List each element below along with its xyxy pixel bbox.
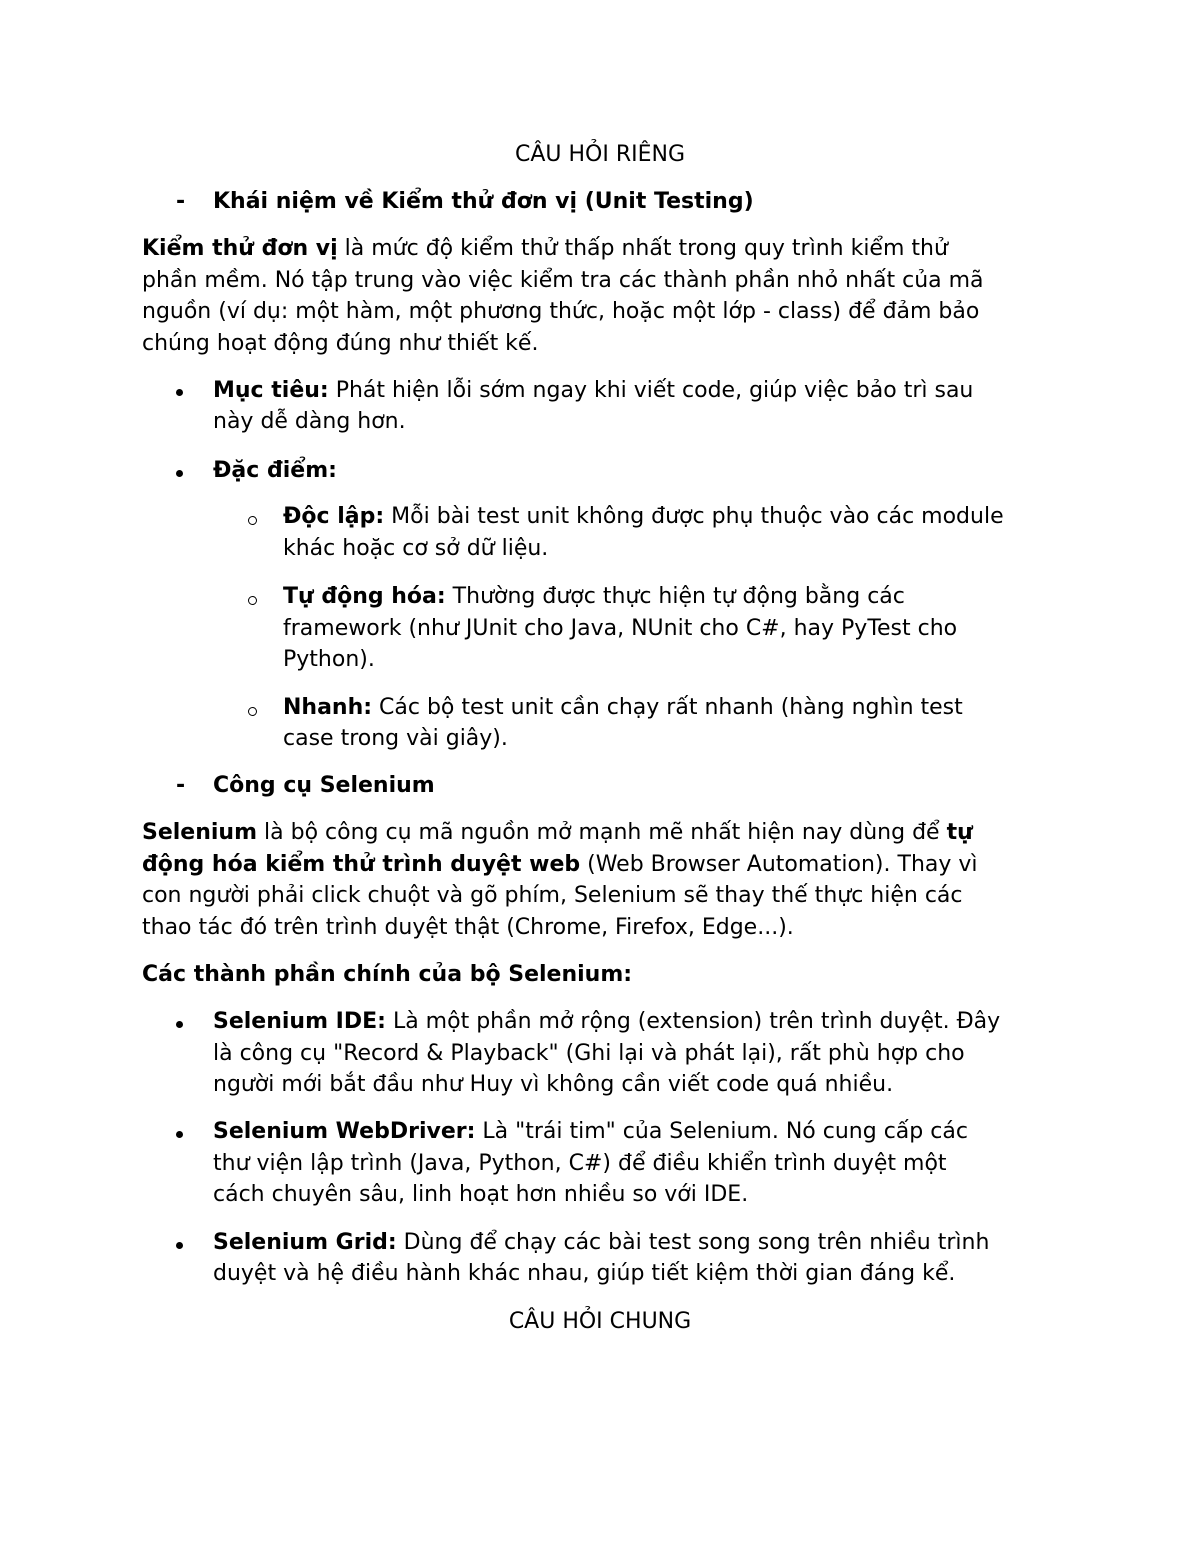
section2-intro-line4: thao tác đó trên trình duyệt thật (Chrome, Firefox, Edge...). (142, 915, 794, 940)
bullet-icon (176, 389, 183, 396)
bullet-icon (176, 1131, 183, 1138)
section2-title: Công cụ Selenium (213, 773, 435, 798)
feature-fast-line2: case trong vài giây). (283, 726, 508, 751)
circle-bullet-icon (248, 516, 257, 525)
heading-general: CÂU HỎI CHUNG (508, 1309, 692, 1334)
component-label: Selenium WebDriver: (213, 1119, 476, 1144)
circle-bullet-icon (248, 707, 257, 716)
goal-line2: này dễ dàng hơn. (213, 409, 406, 434)
emphasis-text: tự (946, 820, 973, 845)
component-text: Dùng để chạy các bài test song song trên nhiều trình (396, 1230, 990, 1255)
component-ide-line3: người mới bắt đầu như Huy vì không cần viết code quá nhiều. (213, 1072, 894, 1097)
component-label: Selenium IDE: (213, 1009, 386, 1034)
feature-label: Nhanh: (283, 695, 373, 720)
goal-line1 (213, 375, 973, 407)
intro-text: là bộ công cụ mã nguồn mở mạnh mẽ nhất hiện nay dùng để (257, 820, 947, 845)
components-heading: Các thành phần chính của bộ Selenium: (142, 962, 633, 987)
component-webdriver-line2: thư viện lập trình (Java, Python, C#) để điều khiển trình duyệt một (213, 1151, 947, 1176)
intro-text: là mức độ kiểm thử thấp nhất trong quy trình kiểm thử (337, 236, 948, 261)
features-label: Đặc điểm: (213, 458, 337, 483)
feature-text: Thường được thực hiện tự động bằng các (445, 584, 905, 609)
section1-title: Khái niệm về Kiểm thử đơn vị (Unit Testing) (213, 189, 754, 214)
section2-intro-line3: con người phải click chuột và gõ phím, Selenium sẽ thay thế thực hiện các (142, 883, 963, 908)
section2-intro-line2 (142, 849, 978, 881)
feature-text: Các bộ test unit cần chạy rất nhanh (hàng nghìn test (372, 695, 963, 720)
bullet-icon (176, 1242, 183, 1249)
component-grid-line2: duyệt và hệ điều hành khác nhau, giúp tiết kiệm thời gian đáng kể. (213, 1261, 956, 1286)
section1-intro-line1 (142, 233, 948, 265)
bullet-icon (176, 470, 183, 477)
component-text: Là một phần mở rộng (extension) trên trình duyệt. Đây (385, 1009, 1001, 1034)
feature-independent-line2: khác hoặc cơ sở dữ liệu. (283, 536, 549, 561)
component-ide-line1 (213, 1006, 1000, 1038)
component-ide-line2: là công cụ "Record & Playback" (Ghi lại và phát lại), rất phù hợp cho (213, 1041, 965, 1066)
goal-label: Mục tiêu: (213, 378, 329, 403)
bullet-icon (176, 1021, 183, 1028)
component-label: Selenium Grid: (213, 1230, 397, 1255)
component-text: Là "trái tim" của Selenium. Nó cung cấp các (475, 1119, 968, 1144)
feature-independent-line1 (283, 501, 1004, 533)
section1-intro-line3: nguồn (ví dụ: một hàm, một phương thức, hoặc một lớp - class) để đảm bảo (142, 299, 980, 324)
feature-automation-line3: Python). (283, 647, 375, 672)
feature-label: Tự động hóa: (283, 584, 446, 609)
section1-intro-line4: chúng hoạt động đúng như thiết kế. (142, 331, 539, 356)
heading-private: CÂU HỎI RIÊNG (514, 142, 686, 167)
intro-text: (Web Browser Automation). Thay vì (580, 852, 978, 877)
selenium-term: Selenium (142, 820, 258, 845)
feature-fast-line1 (283, 692, 963, 724)
component-webdriver-line3: cách chuyên sâu, linh hoạt hơn nhiều so với IDE. (213, 1182, 749, 1207)
section1-intro-line2: phần mềm. Nó tập trung vào việc kiểm tra các thành phần nhỏ nhất của mã (142, 268, 984, 293)
dash-marker: - (176, 773, 186, 798)
feature-label: Độc lập: (283, 504, 385, 529)
goal-text: Phát hiện lỗi sớm ngay khi viết code, giúp việc bảo trì sau (328, 378, 974, 403)
section2-intro-line1 (142, 817, 973, 849)
component-grid-line1 (213, 1227, 989, 1259)
circle-bullet-icon (248, 596, 257, 605)
feature-text: Mỗi bài test unit không được phụ thuộc vào các module (384, 504, 1004, 529)
dash-marker: - (176, 189, 186, 214)
feature-automation-line1 (283, 581, 905, 613)
unit-testing-term: Kiểm thử đơn vị (142, 236, 338, 261)
emphasis-text: động hóa kiểm thử trình duyệt web (142, 852, 581, 877)
component-webdriver-line1 (213, 1116, 968, 1148)
feature-automation-line2: framework (như JUnit cho Java, NUnit cho C#, hay PyTest cho (283, 616, 958, 641)
